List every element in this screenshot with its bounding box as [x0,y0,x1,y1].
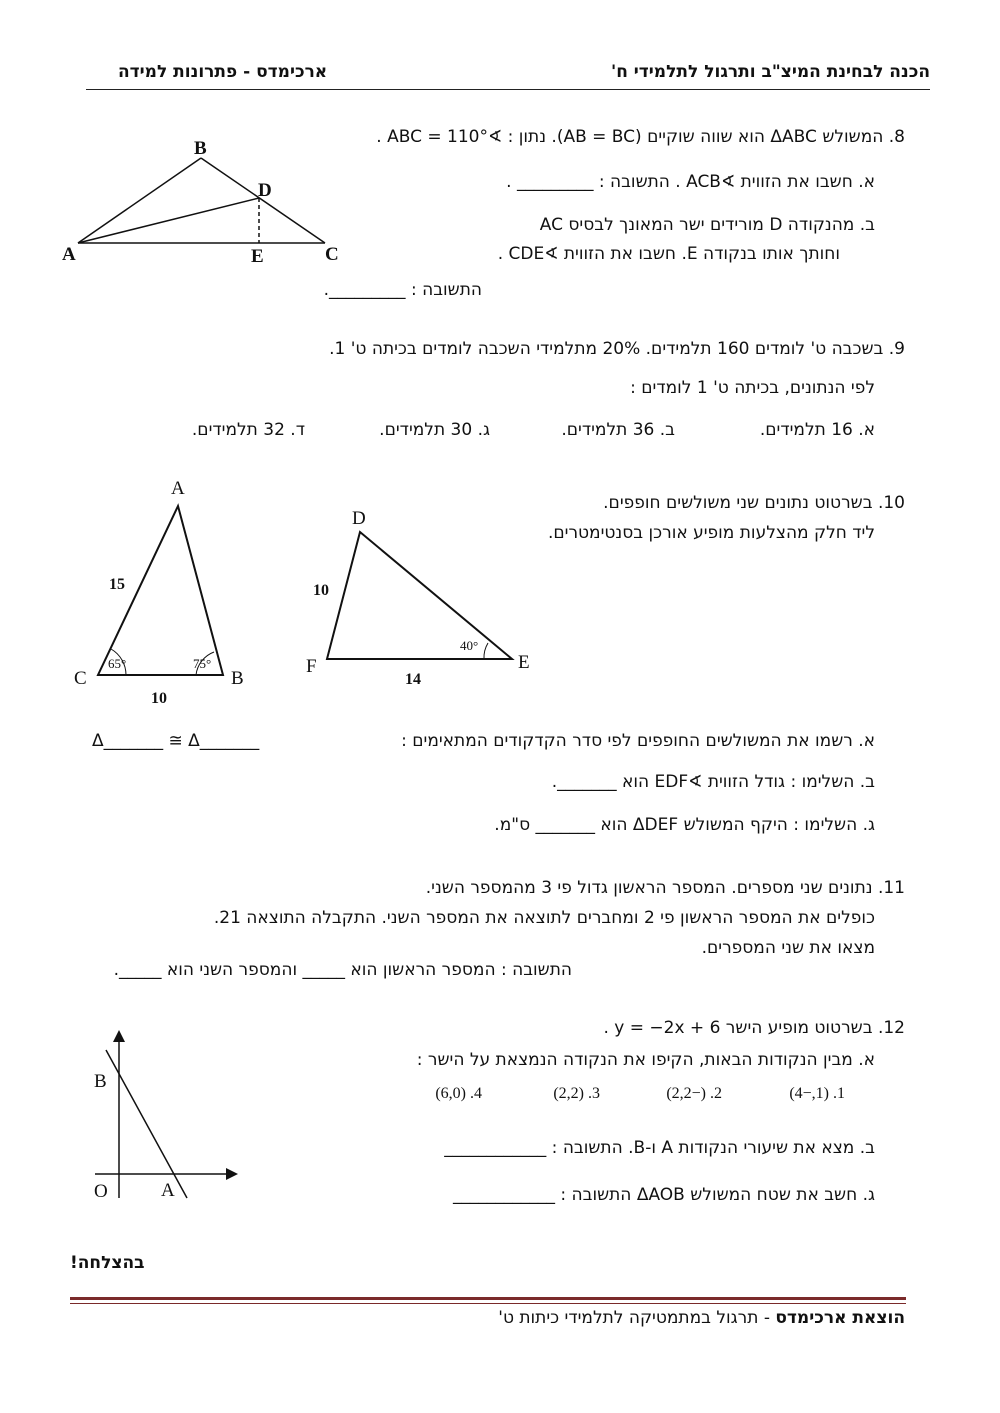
q9-prompt: לפי הנתונים, בכיתה ט' 1 לומדים : [630,378,875,398]
q12-point-B-label: B [94,1071,107,1092]
q10-angle-B: 75° [193,656,212,671]
q10-part-a-blanks[interactable]: Δ_______ ≅ Δ_______ [92,731,260,751]
footer-line-bottom [70,1303,906,1304]
q11-question-line1: 11. נתונים שני מספרים. המספר הראשון גדול פי 3 מהמספר השני. [425,878,905,898]
q9-option-d[interactable]: ד. 32 תלמידים. [191,420,305,440]
q8-part-b-line2: וחותך אותו בנקודה E. חשבו את הזווית ∢CDE . [497,244,840,264]
q10-vertex-C: C [74,668,87,689]
q8-part-b-answer: התשובה : _________. [323,280,482,300]
q10-part-b: ב. השלימו : גודל הזווית ∢EDF הוא _______. [551,772,875,792]
q10-question-line2: ליד חלק מהצלעות מופיע אורכן בסנטימטרים. [547,523,875,543]
q8-part-b-line1: ב. מהנקודה D מורידים ישר המאונך לבסיס AC [539,215,875,235]
q10-side-DF: 10 [313,582,329,599]
header-right-title: הכנה לבחינת המיצ"ב ותרגול לתלמידי ח' [610,62,930,82]
q10-part-a: א. רשמו את המשולשים החופפים לפי סדר הקדקודים המתאימים : [401,731,875,751]
q12-part-c[interactable]: ג. חשב את שטח המשולש ΔAOB התשובה : ____________ [452,1185,875,1205]
q8-vertex-E: E [251,246,264,267]
q11-question-line2: כופלים את המספר הראשון פי 2 ומחברים לתוצאה את המספר השני. התקבלה התוצאה 21. [213,908,875,928]
q12-question: 12. בשרטוט מופיע הישר y = −2x + 6 . [603,1018,905,1038]
q12-origin-O-label: O [94,1181,108,1202]
q10-vertex-B: B [231,668,244,689]
q12-point-1[interactable]: 1. (1,−4) [789,1085,845,1102]
q9-option-c[interactable]: ג. 30 תלמידים. [379,420,490,440]
q10-vertex-A: A [171,478,185,499]
q12-point-4[interactable]: 4. (6,0) [435,1085,482,1102]
q10-vertex-E: E [518,652,530,673]
q12-point-2[interactable]: 2. (−2,2) [666,1085,722,1102]
header-left-title: ארכימדס - פתרונות למידה [118,62,328,82]
q10-part-c: ג. השלימו : היקף המשולש ΔDEF הוא _______ ס"מ. [494,815,875,835]
q9-option-b[interactable]: ב. 36 תלמידים. [561,420,675,440]
footer-description: - תרגול במתמטיקה לתלמידי כיתות ט' [498,1308,776,1328]
q8-question: 8. המשולש ΔABC הוא שווה שוקיים (AB = BC). נתון : ∢ABC = 110° . [376,127,905,147]
q8-vertex-B: B [194,138,207,159]
q11-question-line3: מצאו את שני המספרים. [701,938,875,958]
q12-part-a: א. מבין הנקודות הבאות, הקיפו את הנקודה הנמצאת על הישר : [416,1050,875,1070]
footer-publisher: הוצאת ארכימדס [775,1308,905,1328]
q10-side-AC: 15 [109,576,125,593]
q9-option-a[interactable]: א. 16 תלמידים. [759,420,875,440]
good-luck-text: בהצלחה! [70,1253,145,1273]
q11-answer[interactable]: התשובה : המספר הראשון הוא _____ והמספר השני הוא _____. [113,960,572,980]
q10-question-line1: 10. בשרטוט נתונים שני משולשים חופפים. [603,493,905,513]
q8-part-a: א. חשבו את הזווית ∢ACB . התשובה : _________ . [506,172,875,192]
q8-vertex-C: C [325,244,339,265]
q8-vertex-D: D [258,180,272,201]
q9-question: 9. בשכבה ט' לומדים 160 תלמידים. 20% מתלמידי השכבה לומדים בכיתה ט' 1. [329,339,905,359]
q12-point-3[interactable]: 3. (2,2) [553,1085,600,1102]
q10-angle-E: 40° [460,638,479,653]
q10-side-CB: 10 [151,690,167,707]
q8-vertex-A: A [62,244,76,265]
footer-line-top [70,1297,906,1300]
q10-angle-C: 65° [108,656,127,671]
q10-side-FE: 14 [405,671,421,688]
footer-text [498,1308,905,1328]
q12-point-A-label: A [161,1180,175,1201]
q10-vertex-F: F [306,656,317,677]
q10-vertex-D: D [352,508,366,529]
q12-part-b[interactable]: ב. מצא את שיעורי הנקודות A ו-B. התשובה : ____________ [444,1138,875,1158]
